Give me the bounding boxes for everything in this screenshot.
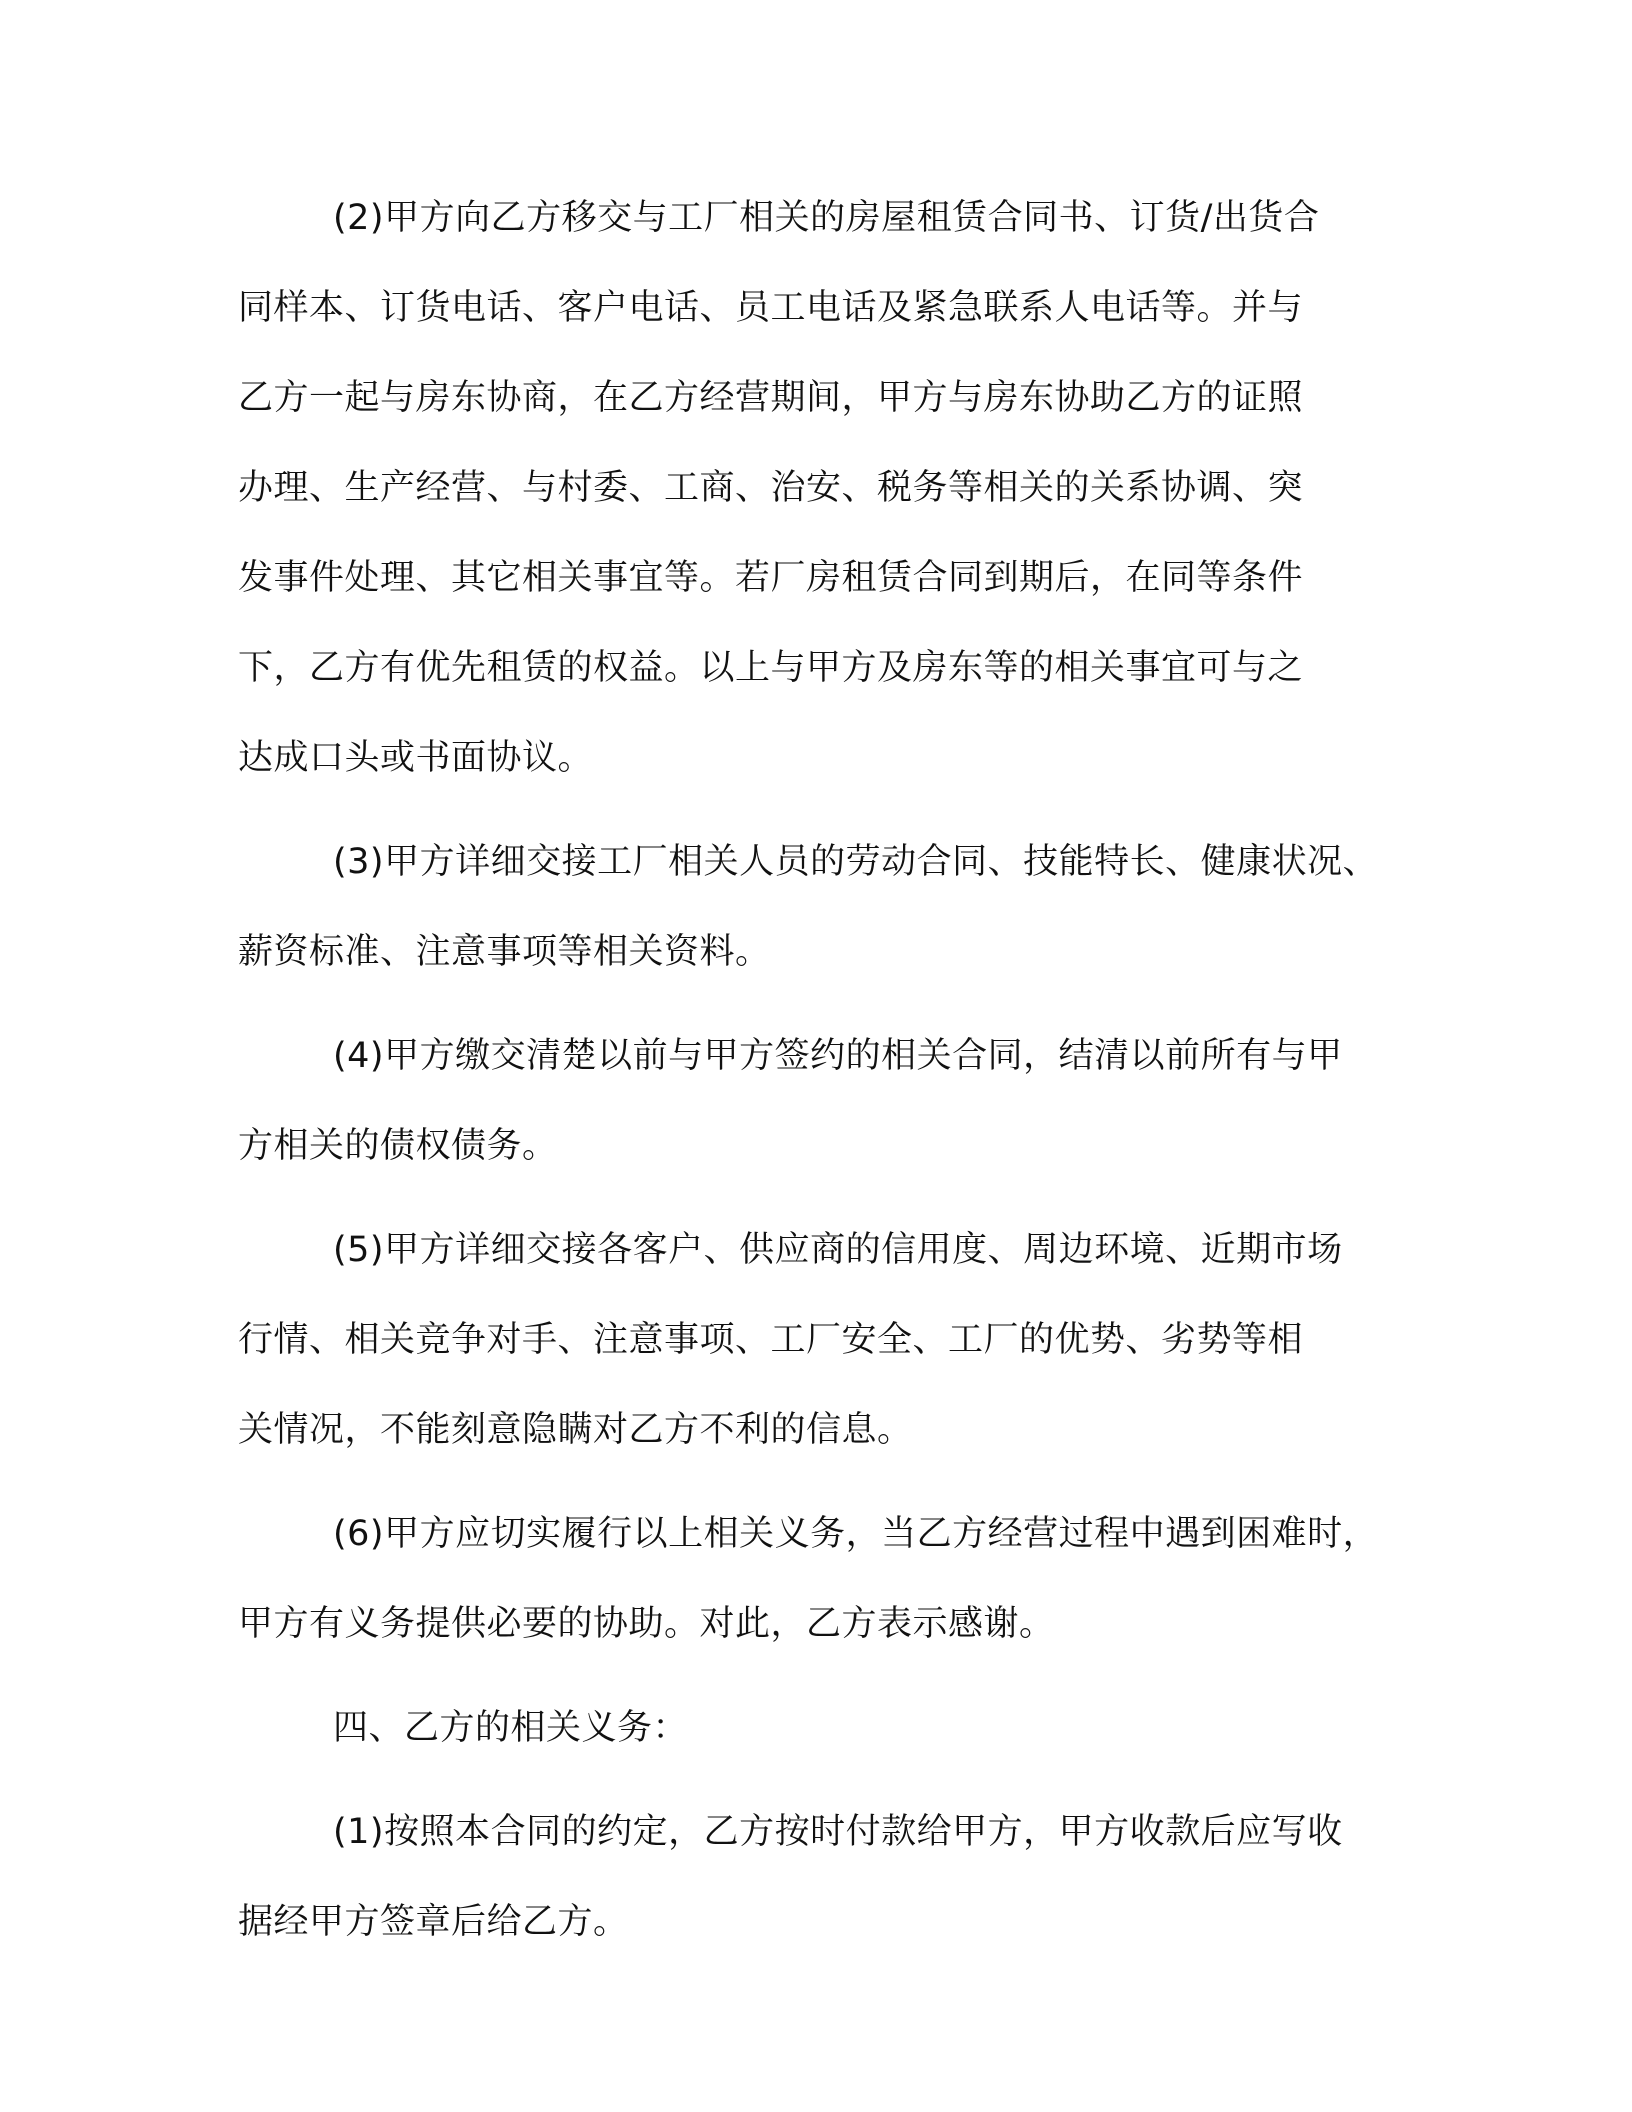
paragraph-item-2 <box>238 188 1408 788</box>
text-line: 薪资标准、注意事项等相关资料。 <box>238 932 771 972</box>
paragraph-item-4 <box>238 1026 1408 1176</box>
text-line: 发事件处理、其它相关事宜等。若厂房租赁合同到期后，在同等条件 <box>238 558 1304 598</box>
text-line: (5)甲方详细交接各客户、供应商的信用度、周边环境、近期市场 <box>333 1230 1343 1270</box>
paragraph-item-3 <box>238 832 1408 982</box>
paragraph-item-1 <box>238 1802 1408 1952</box>
text-line: (2)甲方向乙方移交与工厂相关的房屋租赁合同书、订货/出货合 <box>333 198 1320 238</box>
text-line: 据经甲方签章后给乙方。 <box>238 1902 629 1942</box>
text-line: 方相关的债权债务。 <box>238 1126 558 1166</box>
document-body <box>238 188 1408 1996</box>
text-line: 同样本、订货电话、客户电话、员工电话及紧急联系人电话等。并与 <box>238 288 1304 328</box>
text-line: 行情、相关竞争对手、注意事项、工厂安全、工厂的优势、劣势等相 <box>238 1320 1304 1360</box>
text-line: 办理、生产经营、与村委、工商、治安、税务等相关的关系协调、突 <box>238 468 1304 508</box>
text-line: 下，乙方有优先租赁的权益。以上与甲方及房东等的相关事宜可与之 <box>238 648 1304 688</box>
text-line: (6)甲方应切实履行以上相关义务，当乙方经营过程中遇到困难时， <box>333 1514 1379 1554</box>
paragraph-item-5 <box>238 1220 1408 1460</box>
paragraph-item-6 <box>238 1504 1408 1654</box>
text-line: 达成口头或书面协议。 <box>238 738 594 778</box>
text-line: (4)甲方缴交清楚以前与甲方签约的相关合同，结清以前所有与甲 <box>333 1036 1343 1076</box>
text-line: 甲方有义务提供必要的协助。对此，乙方表示感谢。 <box>238 1604 1055 1644</box>
text-line: (3)甲方详细交接工厂相关人员的劳动合同、技能特长、健康状况、 <box>333 842 1379 882</box>
heading-text: 四、乙方的相关义务： <box>333 1708 689 1748</box>
text-line: 乙方一起与房东协商，在乙方经营期间，甲方与房东协助乙方的证照 <box>238 378 1304 418</box>
text-line: 关情况，不能刻意隐瞒对乙方不利的信息。 <box>238 1410 913 1450</box>
text-line: (1)按照本合同的约定，乙方按时付款给甲方，甲方收款后应写收 <box>333 1812 1343 1852</box>
section-heading <box>238 1698 1408 1758</box>
